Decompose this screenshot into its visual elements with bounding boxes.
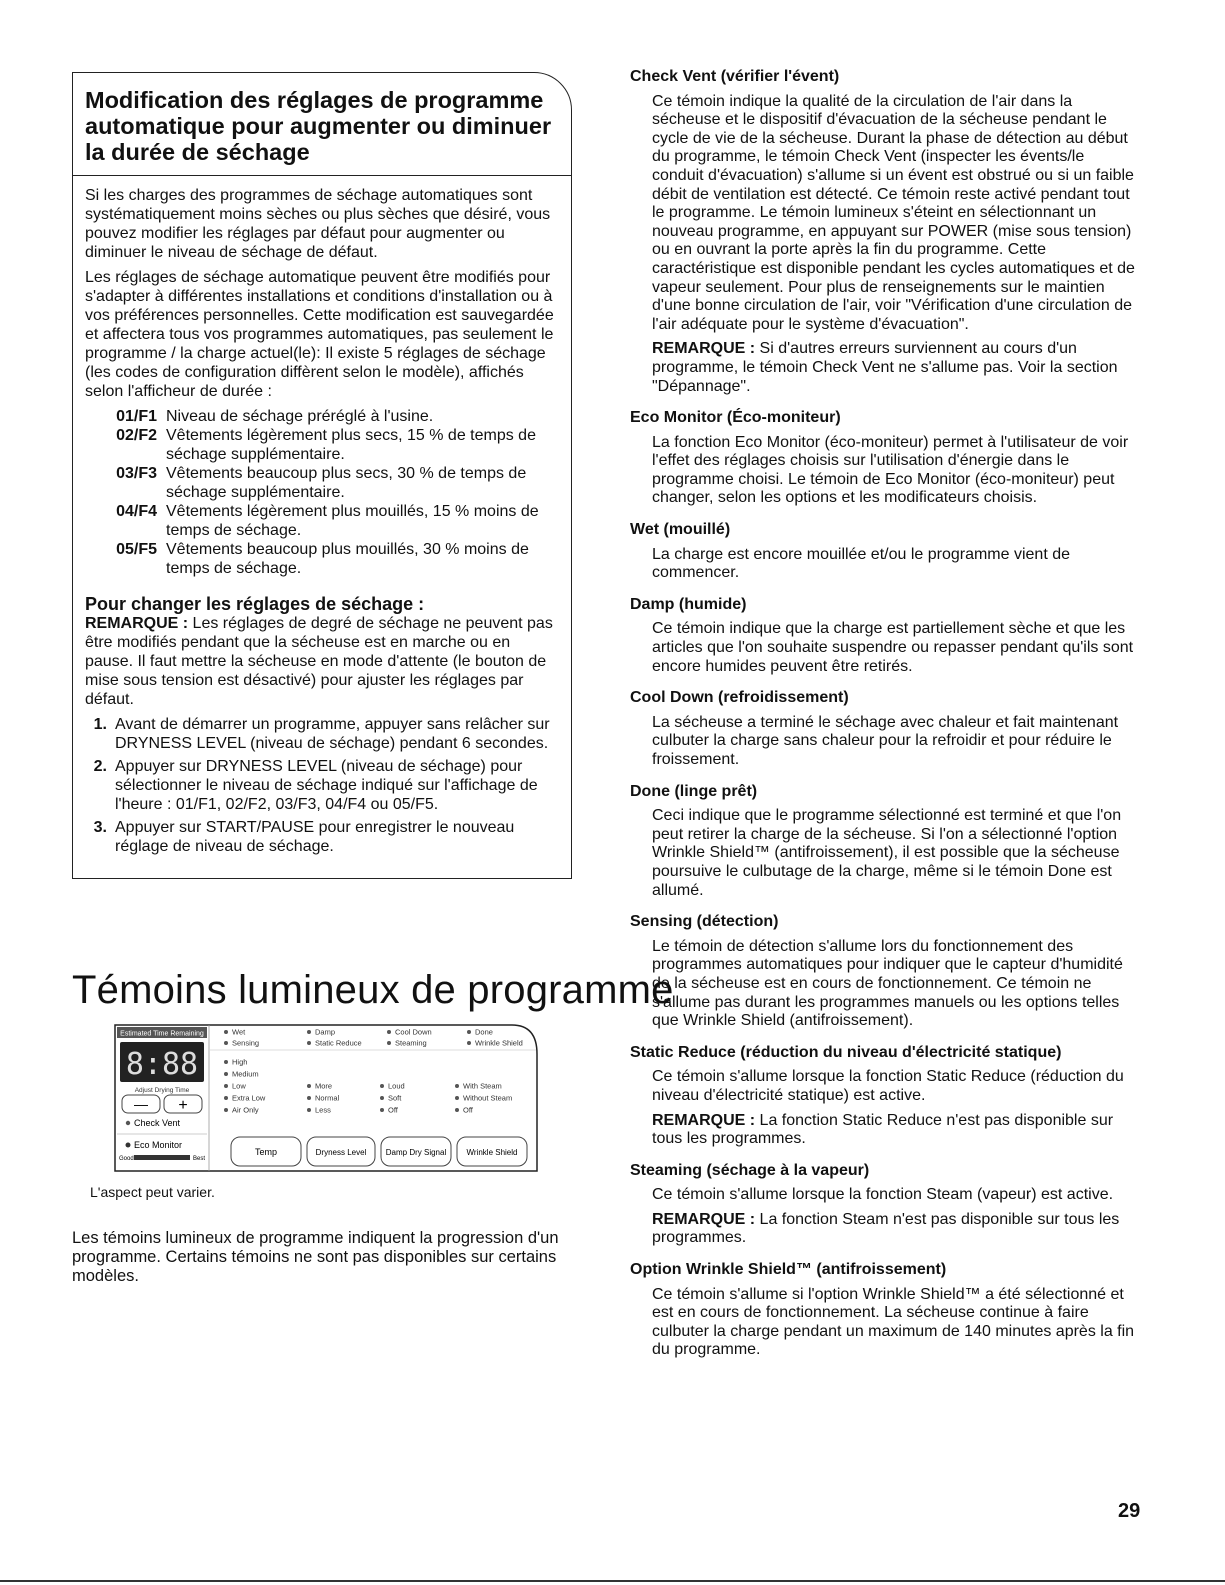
entry-text: La charge est encore mouillée et/ou le programme vient de commencer.: [652, 545, 1071, 582]
box-note: [85, 614, 560, 709]
entry-label: REMARQUE :: [652, 1210, 756, 1228]
status-light-label: Static Reduce: [315, 1038, 362, 1048]
status-light-label: Cool Down: [395, 1027, 432, 1037]
eco-best-label: Best: [193, 1156, 206, 1162]
light-entry: [630, 783, 1140, 901]
plus-icon: +: [178, 1097, 188, 1114]
step-text: Avant de démarrer un programme, appuyer sans relâcher sur DRYNESS LEVEL (niveau de séchage) pendant 6 secondes.: [115, 716, 550, 752]
light-entry: [630, 596, 1140, 676]
entry-text: Ce témoin indique la qualité de la circulation de l'air dans la sécheuse et le dispositif d'évacuation de la sécheuse pendant le cycle de vie de la sécheuse. Durant la phase de détection au début du programme, le témoin Check Vent (inspecter les évents/le conduit d'évacuation) s'allume si un évent est obstrué ou si un faible débit de ventilation est détecté. Ce témoin reste activé pendant tout le programme. Le témoin lumineux s'éteint en sélectionnant un nouveau programme, en appuyant sur POWER (mise sous tension) ou en ouvrant la porte après la fin du programme. Cette caractéristique est disponible pendant les cycles automatiques et de vapeur seulement. Pour plus de renseignements sur le maintien d'une bonne circulation de l'air, voir "Vérification d'une circulation de l'air adéquate pour le système d'évacuation".: [652, 92, 1135, 333]
entry-text: Ce témoin s'allume si l'option Wrinkle Shield™ a été sélectionné et est en cours de fonctionnement. La sécheuse continue à faire culbuter la charge pendant un maximum de 140 minutes après la fin du programme.: [652, 1285, 1135, 1359]
status-light-label: Done: [475, 1027, 493, 1037]
entry-description: [630, 546, 1140, 583]
status-light-label: Wet: [232, 1027, 246, 1037]
step-number: 1.: [93, 716, 107, 733]
setting-code: 03/F3: [116, 465, 157, 482]
light-entry: [630, 913, 1140, 1031]
entry-paragraph: [652, 1211, 1140, 1248]
wrinkle-option-label: With Steam: [463, 1081, 502, 1091]
minus-icon: —: [134, 1096, 148, 1112]
entry-paragraph: [652, 807, 1140, 900]
step-text: Appuyer sur DRYNESS LEVEL (niveau de séchage) pour sélectionner le niveau de séchage indiqué sur l'affichage de l'heure : 01/F1, 02/F2, 03/F3, 04/F4 ou 05/F5.: [115, 758, 538, 813]
eco-monitor-icon: [126, 1143, 131, 1148]
entry-title: Check Vent (vérifier l'évent): [630, 68, 840, 85]
temp-option-label: High: [232, 1057, 248, 1067]
settings-list: [85, 407, 560, 578]
temp-button-label: Temp: [254, 1147, 278, 1157]
eco-good-label: Good: [119, 1156, 134, 1162]
lights-section-title: Témoins lumineux de programme: [72, 968, 674, 1012]
setting-code: 04/F4: [116, 503, 157, 520]
box-body: [73, 176, 571, 878]
steps-list: [85, 715, 560, 856]
left-column: [72, 72, 572, 879]
entry-description: [630, 434, 1140, 508]
setting-text: Vêtements légèrement plus mouillés, 15 % moins de temps de séchage.: [166, 503, 539, 539]
bottom-divider: [0, 1580, 1225, 1582]
entry-text: La fonction Eco Monitor (éco-moniteur) permet à l'utilisateur de voir l'effet des réglages choisis sur l'utilisation d'énergie dans le programme choisi. Le témoin de Eco Monitor (éco-moniteur) peut changer, selon les options et les modificateurs choisis.: [652, 433, 1129, 507]
time-display: 8:88: [125, 1047, 199, 1082]
entry-title: Static Reduce (réduction du niveau d'électricité statique): [630, 1043, 1062, 1061]
entry-paragraph: [652, 93, 1140, 335]
setting-text: Vêtements beaucoup plus mouillés, 30 % moins de temps de séchage.: [166, 541, 529, 577]
entry-description: [630, 620, 1140, 676]
box-paragraph-2: Les réglages de séchage automatique peuvent être modifiés pour s'adapter à différentes installations et conditions d'installation ou à vos préférences personnelles. Cette modification est sauvegardée et affectera tous vos programmes automatiques, pas seulement le programme / la charge actuel(le): Il existe 5 réglages de séchage (les codes de configuration diffèrent selon le modèle), affichés selon l'afficheur de durée :: [85, 269, 554, 400]
step-item: [85, 757, 560, 814]
step-item: [85, 818, 560, 856]
setting-item: [85, 540, 560, 578]
entry-description: [630, 938, 1140, 1031]
adjust-time-label: Adjust Drying Time: [134, 1087, 190, 1094]
entry-paragraph: [652, 1068, 1140, 1105]
entry-description: [630, 714, 1140, 770]
setting-item: [85, 407, 560, 426]
setting-code: 01/F1: [116, 408, 157, 425]
setting-text: Vêtements beaucoup plus secs, 30 % de temps de séchage supplémentaire.: [166, 465, 527, 501]
eco-meter-bar: [134, 1155, 190, 1160]
entry-paragraph: [652, 1112, 1140, 1149]
estimated-time-label: Estimated Time Remaining: [120, 1030, 204, 1038]
dryness-option-label: More: [315, 1081, 333, 1091]
box-title: Modification des réglages de programme automatique pour augmenter ou diminuer la durée de séchage: [73, 73, 571, 176]
damp-dry-signal-button-label: Damp Dry Signal: [385, 1148, 447, 1157]
entry-text: Ce témoin indique que la charge est partiellement sèche et que les articles que l'on souhaite suspendre ou repasser pendant qu'ils sont encore humides peuvent être retirés.: [652, 620, 1134, 675]
setting-item: [85, 426, 560, 464]
entry-text: Le témoin de détection s'allume lors du fonctionnement des programmes automatiques pour indiquer que le capteur d'humidité de la sécheuse est en cours de fonctionnement. Ce témoin ne s'allume pas durant les programmes manuels ou les options telles que Wrinkle Shield (antifroissement).: [652, 937, 1123, 1030]
setting-text: Vêtements légèrement plus secs, 15 % de temps de séchage supplémentaire.: [166, 427, 536, 463]
check-vent-label: Check Vent: [134, 1118, 181, 1128]
entry-description: [630, 807, 1140, 900]
wrinkle-shield-button-label: Wrinkle Shield: [466, 1148, 518, 1157]
entry-title: Damp (humide): [630, 595, 747, 613]
status-light-label: Steaming: [395, 1038, 427, 1048]
right-column: [630, 68, 1140, 1373]
entry-title: Steaming (séchage à la vapeur): [630, 1161, 870, 1179]
temp-option-label: Low: [232, 1081, 246, 1091]
temp-option-label: Extra Low: [232, 1093, 266, 1103]
entry-paragraph: [652, 340, 1140, 396]
entry-title: Cool Down (refroidissement): [630, 689, 849, 707]
light-entry: [630, 1162, 1140, 1248]
wrinkle-option-label: Off: [463, 1105, 473, 1115]
entry-text: La fonction Static Reduce n'est pas disponible sur tous les programmes.: [652, 1111, 1114, 1148]
entry-label: REMARQUE :: [652, 340, 756, 358]
light-entry: [630, 689, 1140, 769]
note-label: REMARQUE :: [85, 615, 189, 632]
light-entry: [630, 1261, 1140, 1360]
entry-title: Wet (mouillé): [630, 521, 731, 539]
step-text: Appuyer sur START/PAUSE pour enregistrer le nouveau réglage de niveau de séchage.: [115, 819, 515, 855]
entry-paragraph: [652, 434, 1140, 508]
entry-description: [630, 1068, 1140, 1148]
entry-label: REMARQUE :: [652, 1111, 756, 1129]
step-item: [85, 715, 560, 753]
dryness-option-label: Less: [315, 1105, 331, 1115]
change-settings-heading: Pour changer les réglages de séchage :: [85, 594, 425, 614]
entry-paragraph: [652, 620, 1140, 676]
entry-paragraph: [652, 1186, 1140, 1205]
signal-option-label: Loud: [388, 1081, 405, 1091]
setting-code: 02/F2: [116, 427, 157, 444]
eco-monitor-label: Eco Monitor: [134, 1140, 183, 1150]
entry-description: [630, 93, 1140, 397]
control-panel-illustration: [114, 1024, 538, 1172]
panel-caption: L'aspect peut varier.: [90, 1184, 215, 1200]
entry-title: Eco Monitor (Éco-moniteur): [630, 409, 841, 427]
light-entry: [630, 1044, 1140, 1149]
entry-paragraph: [652, 714, 1140, 770]
entry-text: Si d'autres erreurs surviennent au cours d'un programme, le témoin Check Vent ne s'allume pas. Voir la section "Dépannage".: [652, 340, 1118, 395]
dryness-level-button-label: Dryness Level: [315, 1148, 367, 1157]
temp-option-label: Air Only: [232, 1105, 259, 1115]
entry-title: Done (linge prêt): [630, 782, 758, 800]
page-number: 29: [1118, 1500, 1141, 1522]
entry-description: [630, 1286, 1140, 1360]
signal-option-label: Off: [388, 1105, 398, 1115]
entry-text: Ce témoin s'allume lorsque la fonction Steam (vapeur) est active.: [652, 1186, 1114, 1204]
entry-description: [630, 1186, 1140, 1248]
entry-title: Option Wrinkle Shield™ (antifroissement): [630, 1261, 947, 1279]
note-text: Les réglages de degré de séchage ne peuvent pas être modifiés pendant que la sécheuse est en marche ou en pause. Il faut mettre la sécheuse en mode d'attente (le bouton de mise sous tension est désactivé) pour ajuster les réglages par défaut.: [85, 615, 553, 708]
temp-option-label: Medium: [232, 1069, 259, 1079]
step-number: 2.: [93, 758, 107, 775]
status-light-label: Damp: [315, 1027, 336, 1037]
dryness-option-label: Normal: [315, 1093, 340, 1103]
entry-title: Sensing (détection): [630, 913, 779, 931]
entry-paragraph: [652, 938, 1140, 1031]
setting-item: [85, 464, 560, 502]
light-entry: [630, 521, 1140, 583]
box-paragraph-1: Si les charges des programmes de séchage automatiques sont systématiquement moins sèches ou plus sèches que désiré, vous pouvez modifier les réglages par défaut pour augmenter ou diminuer le niveau de séchage de défaut.: [85, 187, 551, 261]
entry-text: La fonction Steam n'est pas disponible sur tous les programmes.: [652, 1210, 1120, 1247]
light-entry: [630, 68, 1140, 396]
wrinkle-option-label: Without Steam: [463, 1093, 513, 1103]
entry-text: Ce témoin s'allume lorsque la fonction Static Reduce (réduction du niveau d'électricité statique) est active.: [652, 1068, 1124, 1104]
entry-paragraph: [652, 1286, 1140, 1360]
setting-code: 05/F5: [116, 541, 157, 558]
check-vent-light: [126, 1121, 130, 1125]
setting-item: [85, 502, 560, 540]
status-light-label: Wrinkle Shield: [475, 1038, 523, 1048]
entry-text: Ceci indique que le programme sélectionné est terminé et que l'on peut retirer la charge de la sécheuse. Si l'on a sélectionné l'option Wrinkle Shield™ (antifroissement), il est possible que la sécheuse poursuive le culbutage de la charge, même si le témoin Done est allumé.: [652, 807, 1122, 899]
entry-text: La sécheuse a terminé le séchage avec chaleur et fait maintenant culbuter la charge sans chaleur pour la refroidir et pour réduire le froissement.: [652, 713, 1119, 768]
entry-paragraph: [652, 546, 1140, 583]
signal-option-label: Soft: [388, 1093, 402, 1103]
step-number: 3.: [93, 819, 107, 836]
setting-text: Niveau de séchage préréglé à l'usine.: [166, 408, 434, 425]
lights-intro: Les témoins lumineux de programme indiquent la progression d'un programme. Certains témoins ne sont pas disponibles sur certains modèles.: [72, 1229, 559, 1285]
light-entry: [630, 409, 1140, 508]
status-light-label: Sensing: [232, 1038, 260, 1048]
dryness-settings-box: [72, 72, 572, 879]
